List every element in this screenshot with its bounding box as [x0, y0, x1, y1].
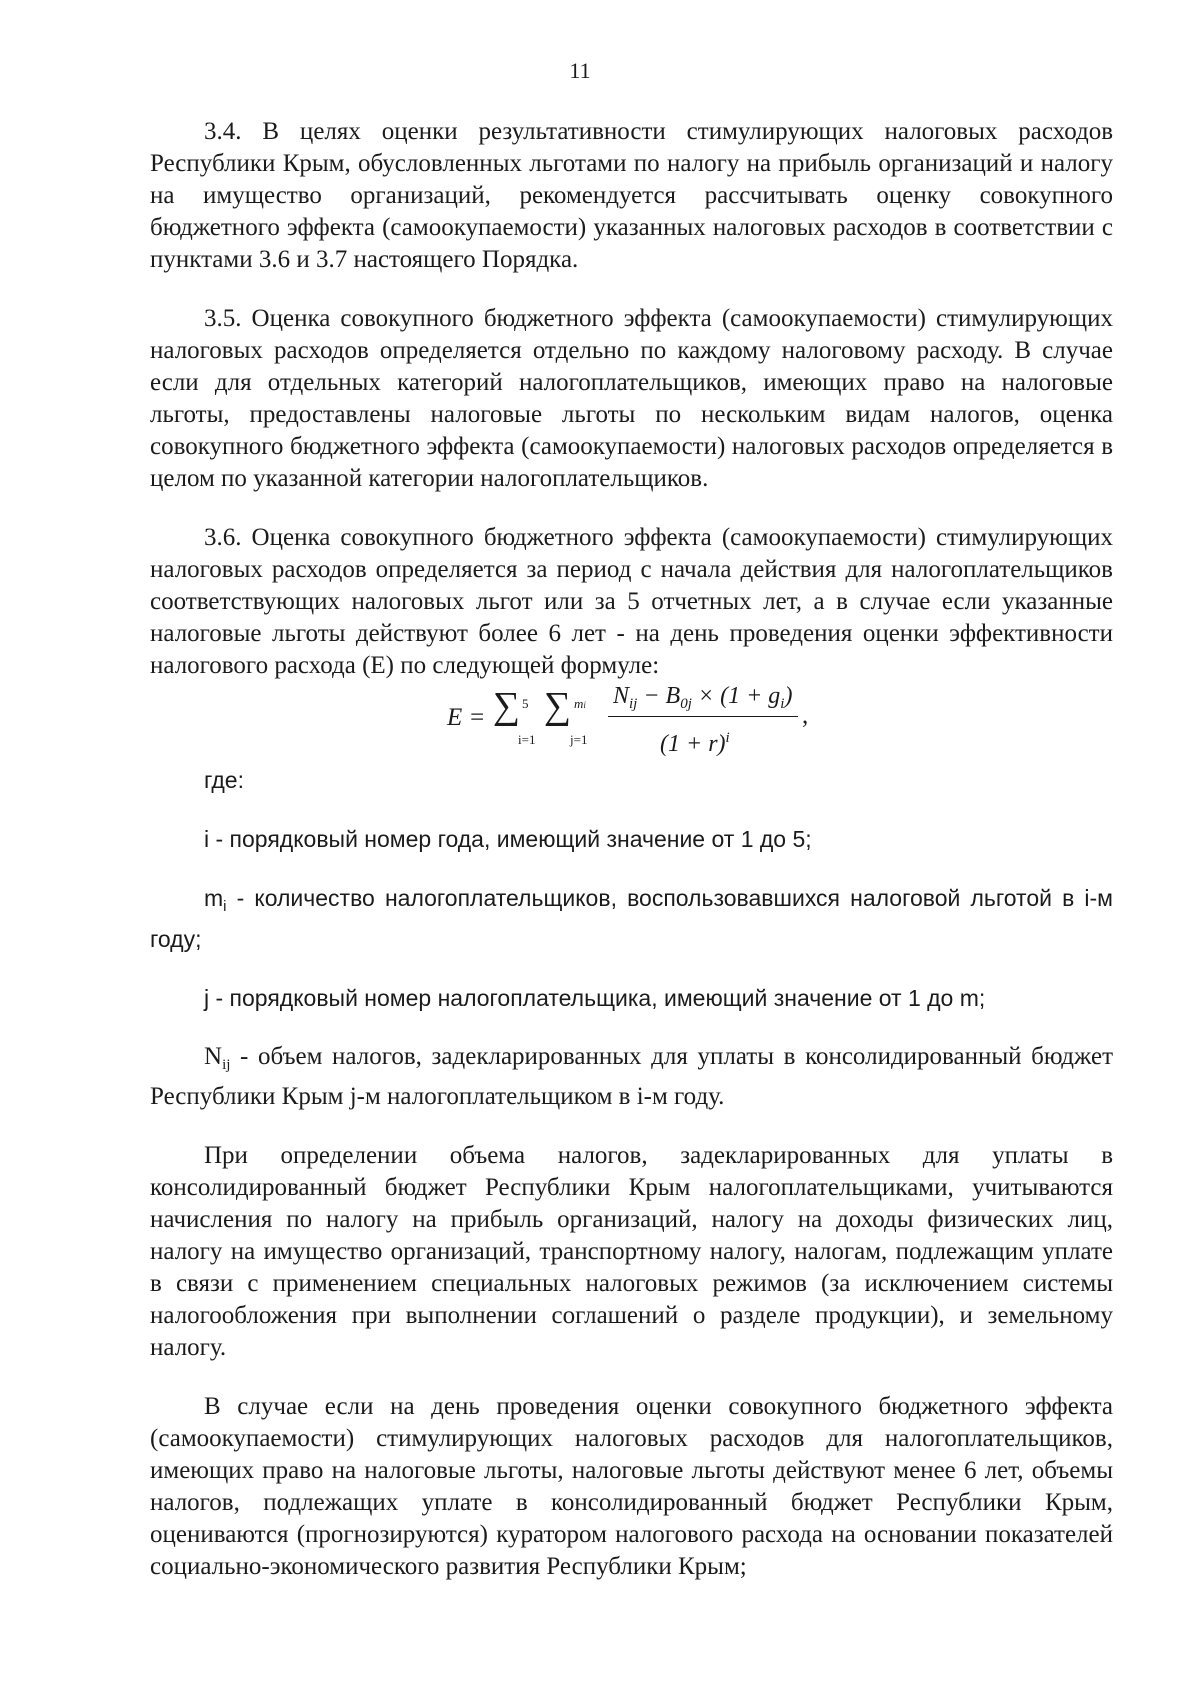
formula-lhs: E =	[447, 704, 486, 731]
formula-comma: ,	[802, 702, 809, 729]
definition-m	[150, 882, 1113, 955]
page-number: 11	[569, 58, 591, 83]
document-body	[150, 116, 1113, 1610]
sum-sign-i: ∑	[493, 685, 521, 727]
numerator-minus-b: − B	[637, 683, 681, 709]
fraction-bar	[608, 716, 798, 717]
where-label: где:	[204, 767, 244, 793]
paragraph-3-6: 3.6. Оценка совокупного бюджетного эффекта (самоокупаемости) стимулирующих налоговых расходов определяется за период с начала действия для налогоплательщиков соответствующих налоговых льгот или за 5 отчетных лет, а в случае если указанные налоговые льготы действуют более 6 лет - на день проведения оценки эффективности налогового расхода (E) по следующей формуле:	[150, 524, 1113, 679]
numerator-close-paren: )	[784, 683, 793, 709]
n-subscript: ij	[222, 1057, 231, 1073]
sum2-upper-symbol: m	[574, 696, 584, 711]
formula-numerator	[613, 680, 792, 720]
sum2-lower-limit: j=1	[570, 732, 588, 747]
numerator-g-subscript: i	[780, 696, 785, 712]
definition-j: j - порядковый номер налогоплательщика, имеющий значение от 1 до m;	[204, 985, 986, 1011]
paragraph-3-5: 3.5. Оценка совокупного бюджетного эффекта (самоокупаемости) стимулирующих налоговых расходов определяется отдельно по каждому налоговому расходу. В случае если для отдельных категорий налогоплательщиков, имеющих право на налоговые льготы, предоставлены налоговые льготы по нескольким видам налогов, оценка совокупного бюджетного эффекта (самоокупаемости) налоговых расходов определяется в целом по указанной категории налогоплательщиков.	[150, 305, 1113, 492]
sum1-lower-limit: i=1	[518, 732, 536, 747]
sum1-upper-limit: 5	[522, 696, 529, 711]
m-subscript: i	[223, 898, 227, 915]
definition-i: i - порядковый номер года, имеющий значение от 1 до 5;	[204, 826, 812, 852]
sum-sign-j: ∑	[544, 685, 572, 727]
numerator-times-g: × (1 + g	[691, 683, 781, 709]
numerator-n: N	[613, 683, 630, 709]
paragraph-3-4: 3.4. В целях оценки результативности стимулирующих налоговых расходов Республики Крым, обусловленных льготами по налогу на прибыль организаций и налогу на имущество организаций, рекомендуется рассчитывать оценку совокупного бюджетного эффекта (самоокупаемости) указанных налоговых расходов в соответствии с пунктами 3.6 и 3.7 настоящего Порядка.	[150, 118, 1113, 273]
sum2-upper-subscript: i	[583, 700, 586, 710]
m-symbol: m	[204, 885, 224, 911]
budget-effect-formula	[150, 672, 1113, 764]
sum2-upper-limit	[574, 688, 586, 721]
n-definition-text: - объем налогов, задекларированных для уплаты в консолидированный бюджет Республики Крым j-м налогоплательщиком в i-м году.	[150, 1043, 1113, 1110]
numerator-b-subscript: 0j	[680, 696, 692, 712]
denominator-base: (1 + r)	[660, 731, 726, 757]
n-symbol: N	[204, 1043, 223, 1070]
paragraph-tax-volume: При определении объема налогов, задекларированных для уплаты в консолидированный бюджет Республики Крым налогоплательщиками, учитываются начисления по налогу на прибыль организаций, налогу на доходы физических лиц, налогу на имущество организаций, транспортному налогу, налогам, подлежащим уплате в связи с применением специальных налоговых режимов (за исключением системы налогообложения при выполнении соглашений о разделе продукции), и земельному налогу.	[150, 1142, 1113, 1361]
definition-n	[150, 1041, 1113, 1113]
m-definition-text: - количество налогоплательщиков, воспользовавшихся налоговой льготой в i-м году;	[150, 885, 1113, 952]
denominator-exponent: i	[725, 730, 730, 746]
formula-denominator	[660, 722, 730, 760]
paragraph-forecast: В случае если на день проведения оценки совокупного бюджетного эффекта (самоокупаемости) стимулирующих налоговых расходов для налогоплательщиков, имеющих право на налоговые льготы, налоговые льготы действуют менее 6 лет, объемы налогов, подлежащих уплате в консолидированный бюджет Республики Крым, оцениваются (прогнозируются) куратором налогового расхода на основании показателей социально-экономического развития Республики Крым;	[150, 1393, 1113, 1580]
numerator-n-subscript: ij	[629, 696, 638, 712]
